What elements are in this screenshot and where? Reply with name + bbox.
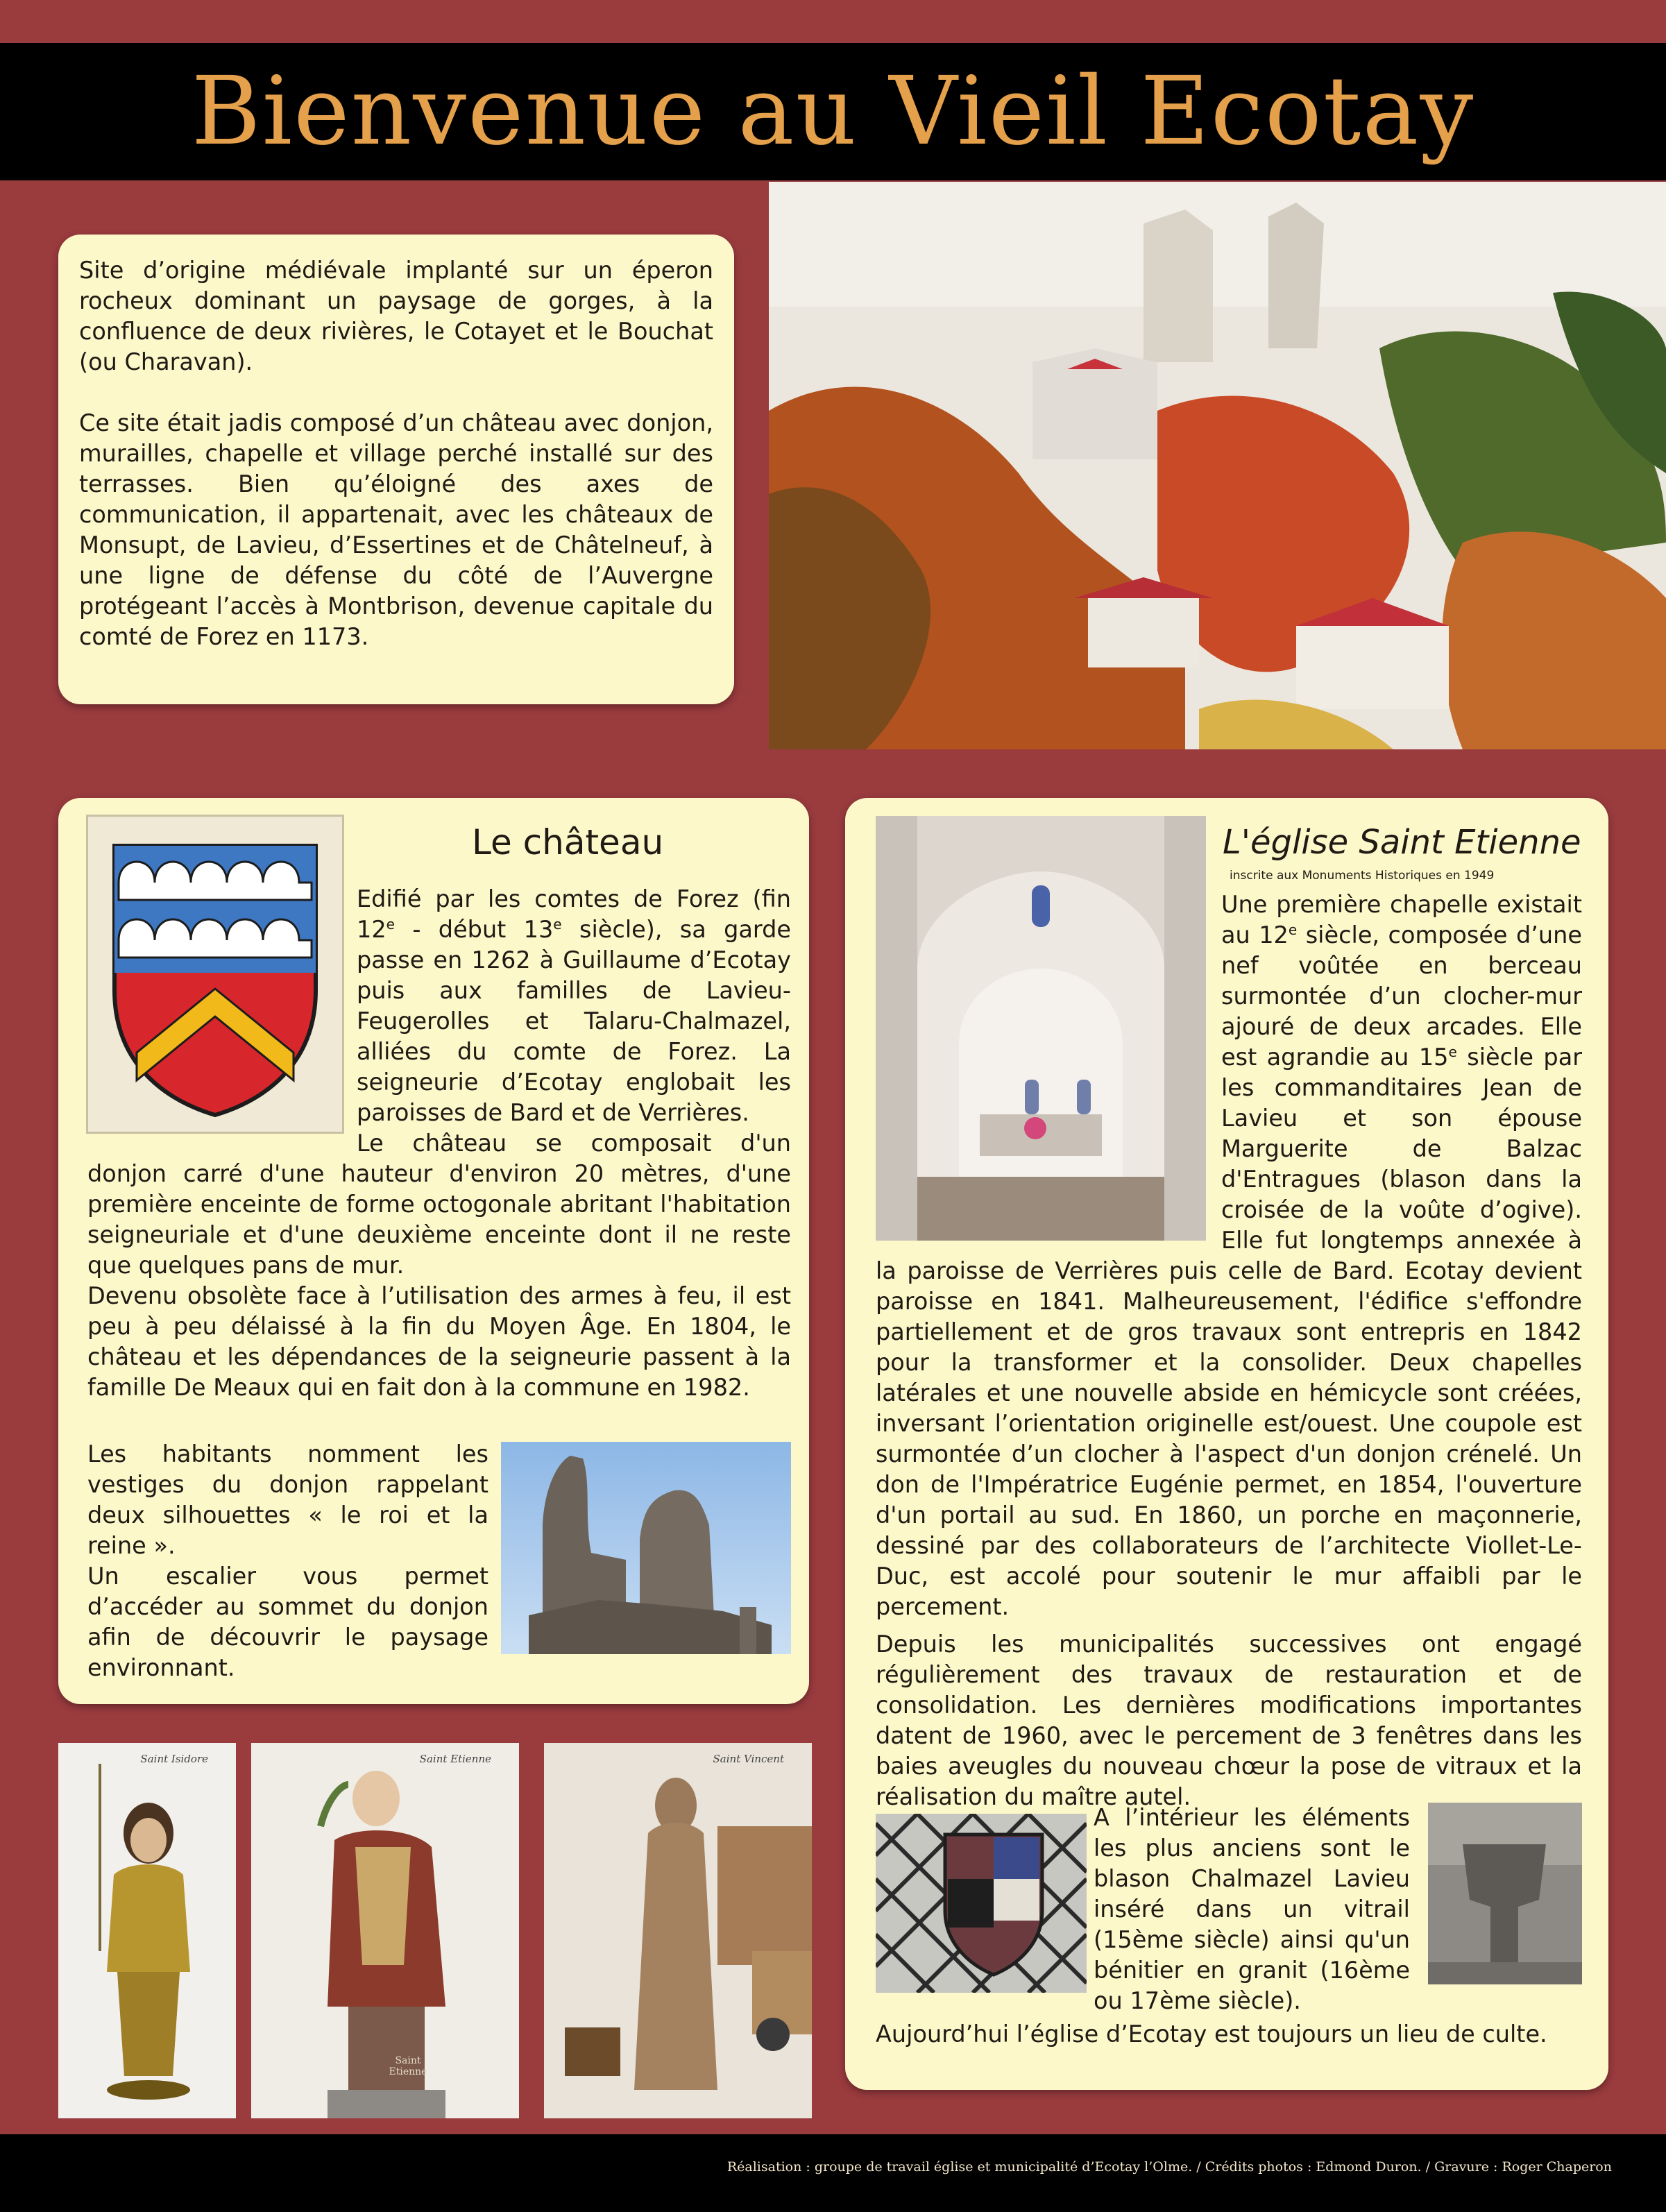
statue-saint-etienne [251,1743,519,2118]
chateau-paragraph-2: Le château se composait d'un donjon carré d'une hauteur d'environ 20 mètres, d'une première enceinte de forme octogonale abritant l'habitation seigneuriale et d'une deuxième enceinte dont il ne reste que quelques pans de mur. [87,1130,791,1279]
eglise-float-spacer [876,890,1221,1227]
eglise-paragraph-2: Depuis les municipalités successives ont engagé régulièrement des travaux de restauration et de consolidation. Les dernières modifications importantes datent de 1960, avec le percement de 3 fenêtres dans les baies aveugles du nouveau chœur la pose de vitraux et la réalisation du maître autel. [876,1631,1582,1810]
coat-of-arms-image [86,815,344,1134]
statue-saint-isidore [58,1743,236,2118]
benitier-photo [1428,1803,1582,1984]
village-painting [769,182,1666,749]
eglise-body [876,890,1582,1812]
eglise-p1-text-a: Une première chapelle existait au 12 [1221,891,1582,948]
eglise-paragraph-3: A l’intérieur les éléments les plus anciens sont le blason Chalmazel Lavieu inséré dans un vitrail (15ème siècle) ainsi qu'un bénitier en granit (16ème ou 17ème siècle). [1094,1804,1410,2014]
statue-caption: Saint Vincent [713,1753,784,1765]
intro-paragraph-1: Site d’origine médiévale implanté sur un éperon rocheux dominant un paysage de gorges, à la confluence de deux rivières, le Cotayet et le Bouchat (ou Charavan). [79,257,713,375]
eglise-p1-sup-1: e [1288,921,1298,938]
eglise-paragraph-4: Aujourd’hui l’église d’Ecotay est toujours un lieu de culte. [876,2020,1547,2048]
vitrail-photo [876,1814,1087,1993]
chateau-paragraph-4: Les habitants nomment les vestiges du donjon rappelant deux silhouettes « le roi et la reine ». [87,1440,488,1559]
chateau-p1-text-c: siècle), sa garde passe en 1262 à Guillaume d’Ecotay puis aux familles de Lavieu- Feugerolles et Talaru-Chalmazel, alliées du comte de Forez. La seigneurie d’Ecotay englobait les paroisses de Bard et de Verrières. [357,916,791,1126]
chateau-body [87,1128,791,1403]
eglise-p1-text-c: siècle par les commanditaires Jean de Lavieu et son épouse Marguerite de Balzac d'Entragues (blason dans la croisée de la voûte d’ogive). Elle fut longtemps annexée à la paroisse de Verrières puis celle de Bard. Ecotay devient paroisse en 1841. Malheureusement, l'édifice s'effondre partiellement et de gros travaux sont entrepris en 1842 pour la transformer et la consolider. Deux chapelles latérales et une nouvelle abside en hémicycle sont créées, inversant l’orientation originelle est/ouest. Une coupole est surmontée d’un clocher à l'aspect d'un donjon crénelé. Un don de l'Impératrice Eugénie permet, en 1854, l'ouverture d'un portail au sud. En 1860, un porche en maçonnerie, dessiné par des collaborateurs de l’architecte Viollet-Le-Duc, est accolé pour soutenir le mur affaibli par le percement. [876,1044,1582,1620]
statue-plaque: Saint Etienne [389,2055,427,2077]
chateau-panel [58,798,809,1704]
intro-paragraph-2: Ce site était jadis composé d’un château avec donjon, murailles, chapelle et village perché installé sur des terrasses. Bien qu’éloigné des axes de communication, il appartenait, avec les châteaux de Monsupt, de Lavieu, d’Essertines et de Châtelneuf, à une ligne de défense du côté de l’Auvergne protégeant l’accès à Montbrison, devenue capitale du comté de Forez en 1173. [79,409,713,650]
chateau-p1-text-a: Edifié par les comtes de Forez (fin 12 [357,885,791,943]
eglise-p1-sup-2: e [1448,1043,1457,1060]
eglise-p1-text-b: siècle, composée d’une nef voûtée en berceau surmontée d’un clocher-mur ajouré de deux arcades. Elle est agrandie au 15 [1221,921,1582,1071]
chateau-p1-text-b: - début 13 [395,916,554,943]
eglise-title: L'église Saint Etienne [1223,823,1581,862]
eglise-subtitle: inscrite aux Monuments Historiques en 1949 [1230,869,1495,883]
donjon-photo [501,1442,791,1654]
chateau-donjon-text [87,1439,488,1683]
chateau-p1-sup-1: e [386,915,396,933]
credits-text: Réalisation : groupe de travail église et municipalité d’Ecotay l’Olme. / Crédits photos : Edmond Duron. / Gravure : Roger Chaperon [726,2159,1612,2175]
chateau-paragraph-5: Un escalier vous permet d’accéder au sommet du donjon afin de découvrir le paysage environnant. [87,1563,488,1681]
chateau-p1-sup-2: e [553,915,562,933]
chateau-title: Le château [472,822,664,862]
eglise-panel [845,798,1608,2090]
chateau-paragraph-1 [357,884,791,1128]
statue-saint-vincent [544,1743,812,2118]
intro-panel [58,235,734,704]
statue-caption: Saint Etienne [419,1753,491,1765]
page-title: Bienvenue au Vieil Ecotay [191,57,1475,167]
chateau-paragraph-3: Devenu obsolète face à l’utilisation des armes à feu, il est peu à peu délaissé à la fin du Moyen Âge. En 1804, le château et les dépendances de la seigneurie passent à la famille De Meaux qui en fait don à la commune en 1982. [87,1282,791,1401]
statue-caption: Saint Isidore [140,1753,208,1765]
